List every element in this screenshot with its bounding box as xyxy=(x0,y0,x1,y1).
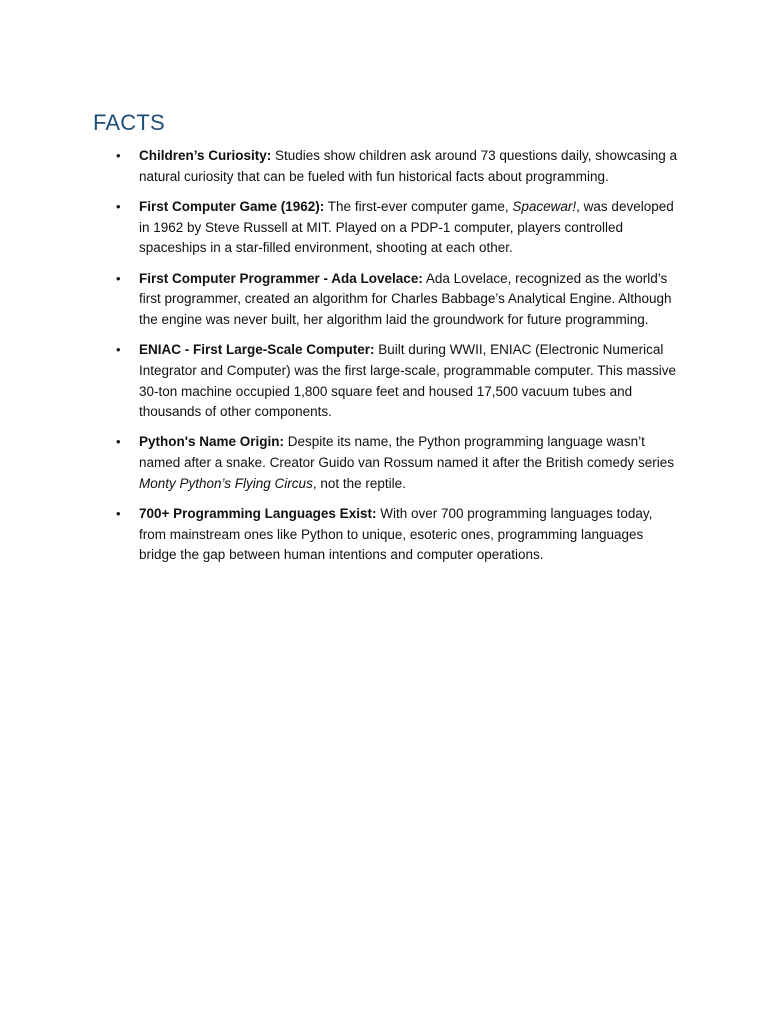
fact-item-childrens-curiosity xyxy=(116,146,679,187)
fact-title: ENIAC - First Large-Scale Computer: xyxy=(139,342,375,358)
fact-item-first-computer-game xyxy=(116,197,679,259)
facts-list xyxy=(116,146,679,576)
fact-title: First Computer Programmer - Ada Lovelace: xyxy=(139,270,423,286)
fact-item-ada-lovelace xyxy=(116,269,679,331)
fact-text: The first-ever computer game, xyxy=(324,198,513,214)
fact-title: Children’s Curiosity: xyxy=(139,148,272,163)
fact-text: , not the reptile. xyxy=(312,475,406,491)
bullet-icon: • xyxy=(116,270,121,286)
bullet-icon: • xyxy=(116,506,121,522)
bullet-icon: • xyxy=(116,342,121,358)
fact-text: Despite its name, the Python programming language wasn’t named after a snake. Creator Guido van Rossum named it after the British comedy series xyxy=(139,434,674,471)
fact-text-italic: Spacewar! xyxy=(512,198,577,214)
bullet-icon: • xyxy=(116,434,121,450)
section-heading: FACTS xyxy=(93,110,165,135)
fact-text: Built during WWII, ENIAC (Electronic Numerical Integrator and Computer) was the first large-scale, programmable computer. This massive 30-ton machine occupied 1,800 square feet and housed 17,500 vacuum tubes and thousands of other components. xyxy=(139,342,676,420)
fact-text: With over 700 programming languages today, from mainstream ones like Python to unique, esoteric ones, programming languages bridge the gap between human intentions and computer operations. xyxy=(139,506,653,563)
bullet-icon: • xyxy=(116,148,121,163)
fact-title: Python's Name Origin: xyxy=(139,434,284,450)
fact-item-programming-languages xyxy=(116,504,679,566)
fact-text: Ada Lovelace, recognized as the world’s first programmer, created an algorithm for Charles Babbage’s Analytical Engine. Although the engine was never built, her algorithm laid the groundwork for future programming. xyxy=(139,270,672,327)
fact-text-italic: Monty Python’s Flying Circus xyxy=(139,475,313,491)
fact-text: , was developed in 1962 by Steve Russell at MIT. Played on a PDP-1 computer, players controlled spaceships in a star-filled environment, shooting at each other. xyxy=(139,198,674,256)
fact-title: First Computer Game (1962): xyxy=(139,198,325,214)
fact-text: Studies show children ask around 73 questions daily, showcasing a natural curiosity that can be fueled with fun historical facts about programming. xyxy=(139,148,678,184)
fact-item-python-name-origin xyxy=(116,432,679,494)
fact-item-eniac xyxy=(116,340,679,423)
fact-title: 700+ Programming Languages Exist: xyxy=(139,506,377,522)
bullet-icon: • xyxy=(116,198,121,214)
